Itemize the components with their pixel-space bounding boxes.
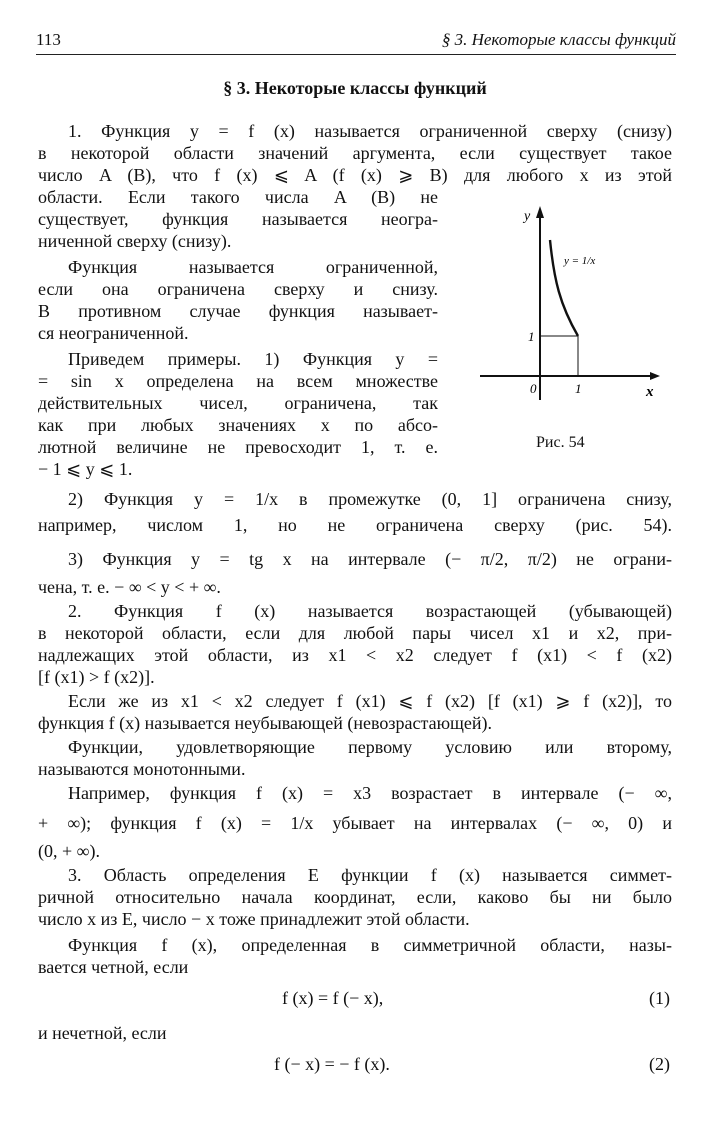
text-line: надлежащих этой области, из x1 < x2 следует f (x1) < f (x2) — [38, 645, 672, 665]
text-line: ричной относительно начала координат, если, каково бы ни было — [38, 887, 672, 907]
text-line: например, числом 1, но не ограничена сверху (рис. 54). — [38, 515, 672, 535]
text-line: число A (B), что f (x) ⩽ A (f (x) ⩾ B) для любого x из этой — [38, 165, 672, 185]
text-line: + ∞); функция f (x) = 1/x убывает на интервалах (− ∞, 0) и — [38, 813, 672, 833]
x-tick-label: 1 — [575, 381, 582, 396]
text-line: = sin x определена на всем множестве — [38, 371, 438, 391]
text-line: Например, функция f (x) = x3 возрастает в интервале (− ∞, — [68, 783, 672, 803]
text-line: как при любых значениях x по абсо- — [38, 415, 438, 435]
equation-2-number: (2) — [649, 1054, 670, 1074]
text-line: 3. Область определения E функции f (x) называется симмет- — [68, 865, 672, 885]
figure-caption: Рис. 54 — [536, 434, 585, 451]
text-line: 1. Функция y = f (x) называется ограниченной сверху (снизу) — [68, 121, 672, 141]
text-line: лютной величине не превосходит 1, т. е. — [38, 437, 438, 457]
text-line: действительных чисел, ограничена, так — [38, 393, 438, 413]
text-line: области. Если такого числа A (B) не — [38, 187, 438, 207]
text-line: Функции, удовлетворяющие первому условию или второму, — [68, 737, 672, 757]
text-line: Функция называется ограниченной, — [68, 257, 438, 277]
text-line: ся неограниченной. — [38, 323, 189, 343]
text-line: и нечетной, если — [38, 1023, 167, 1043]
text-line: в некоторой области, если для любой пары чисел x1 и x2, при- — [38, 623, 672, 643]
section-title: § 3. Некоторые классы функций — [223, 78, 487, 98]
text-line: 3) Функция y = tg x на интервале (− π/2, π/2) не ограни- — [68, 549, 672, 569]
text-line: ниченной сверху (снизу). — [38, 231, 232, 251]
x-axis-arrow-icon — [650, 372, 660, 380]
text-line: функция f (x) называется неубывающей (невозрастающей). — [38, 713, 492, 733]
text-line: Функция f (x), определенная в симметричной области, назы- — [68, 935, 672, 955]
text-line: [f (x1) > f (x2)]. — [38, 667, 155, 687]
text-line: число x из E, число − x тоже принадлежит этой области. — [38, 909, 470, 929]
equation-2: f (− x) = − f (x). — [274, 1054, 390, 1074]
figure-54 — [478, 200, 678, 460]
text-line: Если же из x1 < x2 следует f (x1) ⩽ f (x2) [f (x1) ⩾ f (x2)], то — [68, 691, 672, 711]
y-axis-label: y — [524, 209, 531, 224]
curve-label: y = 1/x — [564, 255, 596, 267]
equation-1-number: (1) — [649, 988, 670, 1008]
text-line: 2) Функция y = 1/x в промежутке (0, 1] ограничена снизу, — [68, 489, 672, 509]
x-axis-label: x — [646, 384, 654, 400]
text-line: чена, т. е. − ∞ < y < + ∞. — [38, 577, 221, 597]
running-title: § 3. Некоторые классы функций — [441, 30, 676, 49]
y-axis-arrow-icon — [536, 206, 544, 218]
equation-1: f (x) = f (− x), — [282, 988, 384, 1008]
text-line: В противном случае функция называет- — [38, 301, 438, 321]
text-line: в некоторой области значений аргумента, если существует такое — [38, 143, 672, 163]
text-line: вается четной, если — [38, 957, 189, 977]
text-line: Приведем примеры. 1) Функция y = — [68, 349, 438, 369]
header-rule — [36, 54, 676, 55]
page-number: 113 — [36, 30, 61, 49]
running-header — [36, 30, 676, 56]
graph-svg — [478, 200, 678, 460]
text-line: 2. Функция f (x) называется возрастающей (убывающей) — [68, 601, 672, 621]
text-line: (0, + ∞). — [38, 841, 100, 861]
origin-label: 0 — [530, 381, 537, 396]
text-line: если она ограничена сверху и снизу. — [38, 279, 438, 299]
y-tick-label: 1 — [528, 329, 535, 344]
text-line: существует, функция называется неогра- — [38, 209, 438, 229]
text-line: − 1 ⩽ y ⩽ 1. — [38, 459, 133, 479]
text-line: называются монотонными. — [38, 759, 246, 779]
